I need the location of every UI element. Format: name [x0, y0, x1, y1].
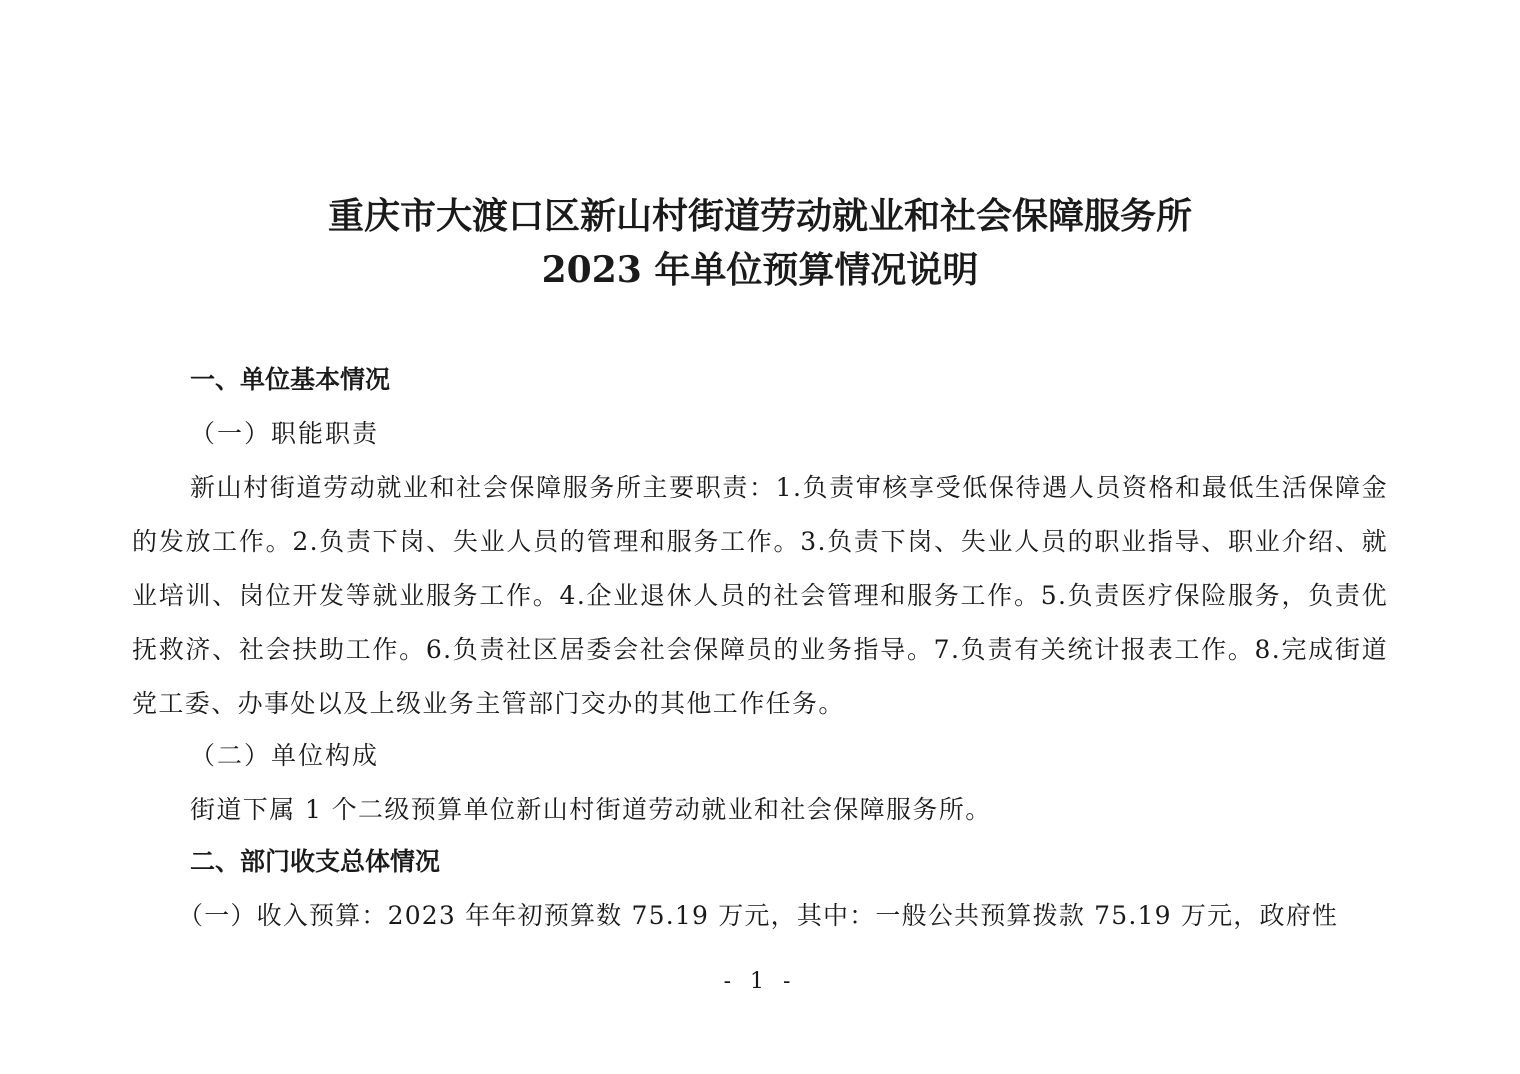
duties-paragraph: 新山村街道劳动就业和社会保障服务所主要职责：1.负责审核享受低保待遇人员资格和最低生活保障金的发放工作。2.负责下岗、失业人员的管理和服务工作。3.负责下岗、失业人员的职业指导、职业介绍、就业培训、岗位开发等就业服务工作。4.企业退休人员的社会管理和服务工作。5.负责医疗保险服务，负责优抚救济、社会扶助工作。6.负责社区居委会社会保障员的业务指导。7.负责有关统计报表工作。8.完成街道党工委、办事处以及上级业务主管部门交办的其他工作任务。: [132, 473, 1388, 718]
section-1-sub-2-label: （二）单位构成: [190, 741, 380, 770]
section-1-sub-1-label: （一）职能职责: [190, 419, 380, 448]
section-1-heading: 一、单位基本情况: [190, 365, 391, 394]
composition-paragraph: 街道下属 1 个二级预算单位新山村街道劳动就业和社会保障服务所。: [190, 795, 992, 824]
section-2-heading: 二、部门收支总体情况: [190, 847, 441, 876]
document-title-line-1: 重庆市大渡口区新山村街道劳动就业和社会保障服务所: [327, 195, 1192, 237]
income-budget-paragraph: （一）收入预算：2023 年年初预算数 75.19 万元，其中：一般公共预算拨款 75.19 万元，政府性: [178, 901, 1339, 930]
page-number: - 1 -: [723, 969, 797, 994]
document-title-line-2: 2023 年单位预算情况说明: [541, 249, 979, 291]
